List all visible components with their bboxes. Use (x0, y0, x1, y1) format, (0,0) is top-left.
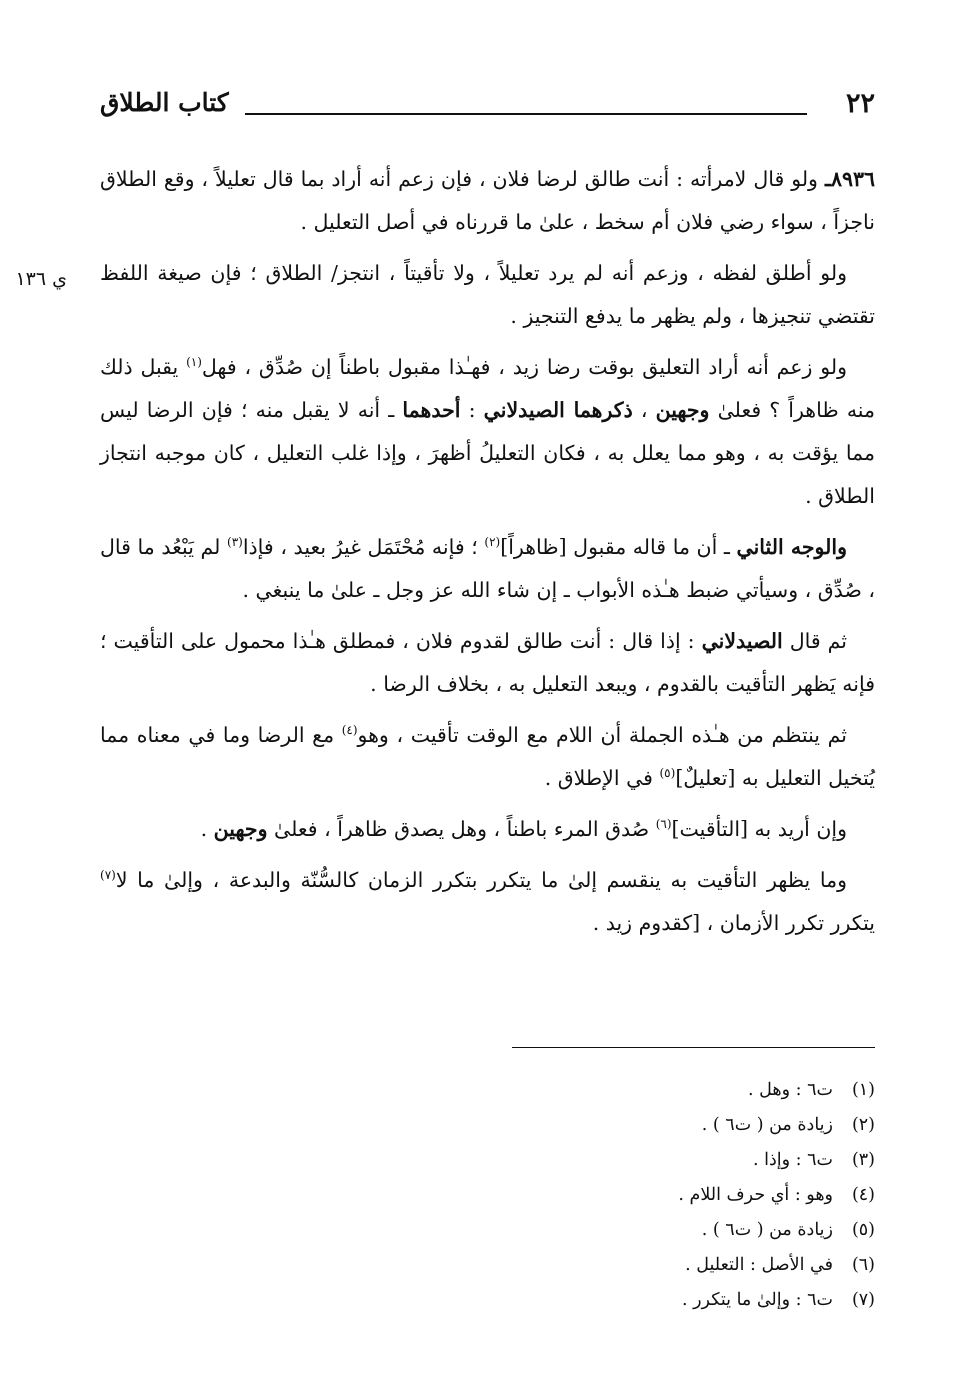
footnote-item (100, 1248, 875, 1283)
text-run: ولو قال لامرأته : أنت طالق لرضا فلان ، فإن زعم أنه أراد بما قال تعليلاً ، وقع الطلاق ناجزاً ، سواء رضي فلان أم سخط ، علىٰ ما قررناه في أصل التعليل . (100, 167, 875, 234)
text-run: . (200, 817, 214, 841)
footnote-number: (٣) (851, 1150, 875, 1170)
paragraph-4 (100, 526, 875, 612)
footnote-number: (٥) (851, 1220, 875, 1240)
bold-term: والوجه الثاني (736, 535, 847, 559)
footnote-text: وهو : أي حرف اللام . (678, 1185, 833, 1205)
footnote-number: (٢) (851, 1115, 875, 1135)
page-number: ٢٢ (845, 88, 875, 119)
paragraph-3 (100, 346, 875, 518)
main-text (100, 158, 875, 953)
paragraph-8 (100, 859, 875, 945)
footnote-text: ت٦ : وإلىٰ ما يتكرر . (681, 1290, 833, 1310)
text-run: ولو زعم أنه أراد التعليق بوقت رضا زيد ، فهـٰذا مقبول باطناً إن صُدِّق ، فهل (201, 355, 847, 379)
footnotes (100, 1073, 875, 1318)
text-run: لم يَبْعُد ما قال ، صُدِّق ، وسيأتي ضبط هـٰذه الأبواب ـ إن شاء الله عز وجل ـ علىٰ ما ينبغي . (100, 535, 875, 602)
footnote-number: (٤) (851, 1185, 875, 1205)
footnote-ref-3[interactable]: (٣) (227, 535, 243, 550)
footnote-ref-7[interactable]: (٧) (100, 868, 116, 883)
text-run: وما يظهر التأقيت به ينقسم إلىٰ ما يتكرر بتكرر الزمان كالسُّنّة والبدعة ، وإلىٰ ما لا (115, 868, 847, 892)
footnote-item (100, 1108, 875, 1143)
footnote-ref-2[interactable]: (٢) (484, 535, 501, 550)
footnote-text: ت٦ : وهل . (748, 1080, 833, 1100)
text-run: ؛ فإنه مُحْتَمَل غيرُ بعيد ، فإذا (242, 535, 485, 559)
paragraph-8936 (100, 158, 875, 244)
footnote-ref-6[interactable]: (٦) (655, 817, 672, 832)
paragraph-6 (100, 714, 875, 800)
footnote-ref-5[interactable]: (٥) (659, 766, 676, 781)
paragraph-2 (100, 252, 875, 338)
footnote-ref-1[interactable]: (١) (186, 355, 202, 370)
footnote-text: زيادة من ( ت٦ ) . (701, 1220, 833, 1240)
book-title: كتاب الطلاق (100, 88, 229, 117)
paragraph-5 (100, 620, 875, 706)
footnote-number: (٧) (851, 1290, 875, 1310)
footnote-text: ت٦ : وإذا . (752, 1150, 833, 1170)
paragraph-7 (100, 808, 875, 851)
margin-manuscript-reference: ي ١٣٦ (15, 268, 67, 290)
text-run: ثم قال (782, 629, 847, 653)
text-run: مع الرضا وما في معناه مما يُتخيل التعليل به [تعليلٌ] (100, 723, 875, 790)
footnote-item (100, 1143, 875, 1178)
text-run: ـ أن ما قاله مقبول [ظاهراً] (500, 535, 737, 559)
text-run: صُدق المرء باطناً ، وهل يصدق ظاهراً ، فعلىٰ (267, 817, 656, 841)
footnote-text: في الأصل : التعليل . (685, 1255, 833, 1275)
page-header (100, 88, 875, 128)
bold-term: وجهين (655, 398, 710, 422)
header-rule (245, 113, 807, 115)
footnote-number: (٦) (851, 1255, 875, 1275)
text-run: ـ أنه لا يقبل منه ؛ فإن الرضا ليس مما يؤقت به ، وهو مما يعلل به ، فكان التعليلُ أظهرَ ، وإذا غلب التعليل ، كان موجبه انتجاز الطلاق . (100, 398, 875, 508)
text-run: في الإطلاق . (544, 766, 660, 790)
footnote-item (100, 1213, 875, 1248)
bold-term: الصيدلاني (701, 629, 783, 653)
bold-term: وجهين (213, 817, 268, 841)
text-run: ، (632, 398, 656, 422)
issue-number: ٨٩٣٦ـ (824, 167, 875, 191)
text-run: يتكرر تكرر الأزمان ، [كقدوم زيد . (592, 911, 875, 935)
footnote-separator (512, 1047, 875, 1048)
footnote-item (100, 1073, 875, 1108)
footnote-number: (١) (851, 1080, 875, 1100)
footnote-item (100, 1283, 875, 1318)
bold-term: أحدهما (402, 398, 461, 422)
text-run: ثم ينتظم من هـٰذه الجملة أن اللام مع الوقت تأقيت ، وهو (357, 723, 847, 747)
text-run: يقبل ذلك منه ظاهراً ؟ فعلىٰ (100, 355, 875, 422)
text-run: : إذا قال : أنت طالق لقدوم فلان ، فمطلق هـٰذا محمول على التأقيت ؛ فإنه يَظهر التأقيت بالقدوم ، ويبعد التعليل به ، بخلاف الرضا . (100, 629, 875, 696)
text-run: وإن أريد به [التأقيت] (671, 817, 847, 841)
footnote-text: زيادة من ( ت٦ ) . (701, 1115, 833, 1135)
text-run: : (460, 398, 484, 422)
footnote-ref-4[interactable]: (٤) (341, 723, 358, 738)
footnote-item (100, 1178, 875, 1213)
bold-term: ذكرهما الصيدلاني (483, 398, 633, 422)
text-run: ولو أطلق لفظه ، وزعم أنه لم يرد تعليلاً ، ولا تأقيتاً ، انتجز/ الطلاق ؛ فإن صيغة اللفظ تقتضي تنجيزها ، ولم يظهر ما يدفع التنجيز . (100, 261, 875, 328)
